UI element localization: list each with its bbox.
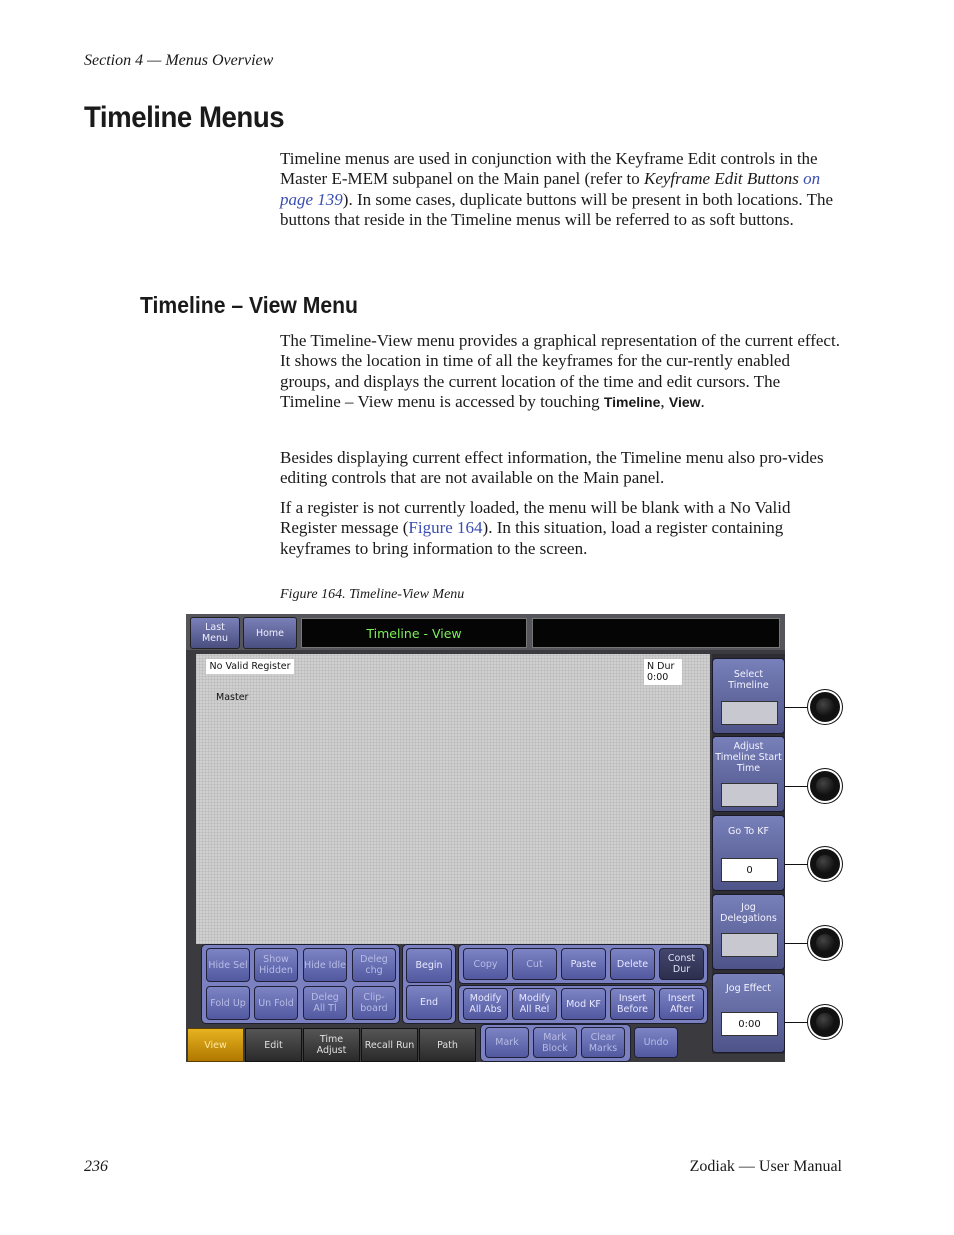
insert-before-button[interactable]: Insert Before (610, 988, 655, 1020)
page-title: Timeline Menus (84, 101, 285, 134)
ui-term-view: View (668, 393, 701, 410)
tab-view[interactable]: View (187, 1028, 244, 1062)
knob-5-icon[interactable] (810, 1007, 840, 1037)
modify-all-rel-button[interactable]: Modify All Rel (512, 988, 557, 1020)
tab-edit[interactable]: Edit (245, 1028, 302, 1062)
tab-recall-run[interactable]: Recall Run (361, 1028, 418, 1062)
hide-idle-button[interactable]: Hide Idle (303, 948, 347, 982)
intro-text-a: Timeline menus are used in conjunction with the Keyframe Edit controls in the Master E-MEM subpanel on the Main panel (refer to (280, 149, 818, 189)
intro-paragraph (280, 149, 842, 230)
page-number: 236 (84, 1158, 108, 1175)
knob-2-icon[interactable] (810, 771, 840, 801)
section-title: Timeline – View Menu (140, 292, 358, 318)
show-hidden-button[interactable]: Show Hidden (254, 948, 298, 982)
end-button[interactable]: End (406, 985, 452, 1020)
clip-board-button[interactable]: Clip-board (352, 986, 396, 1020)
copy-button[interactable]: Copy (463, 948, 508, 980)
cut-button[interactable]: Cut (512, 948, 557, 980)
running-header: Section 4 — Menus Overview (84, 52, 274, 69)
begin-button[interactable]: Begin (406, 948, 452, 983)
status-box (532, 618, 780, 648)
n-dur-box (644, 659, 682, 685)
home-button[interactable]: Home (243, 617, 297, 649)
const-dur-button[interactable]: Const Dur (659, 948, 704, 980)
intro-text-b: ). In some cases, duplicate buttons will be present in both locations. The buttons that reside in the Timeline menus will be referred to as soft buttons. (280, 189, 834, 229)
un-fold-button[interactable]: Un Fold (254, 986, 298, 1020)
jog-effect-panel[interactable] (712, 973, 785, 1053)
timeline-view-screen (186, 614, 785, 1062)
mark-block-button[interactable]: Mark Block (533, 1027, 577, 1058)
jog-effect-field: 0:00 (721, 1012, 778, 1036)
view-paragraph-3 (280, 498, 842, 559)
last-menu-button[interactable]: Last Menu (190, 617, 240, 649)
mark-button[interactable]: Mark (485, 1027, 529, 1058)
knob-4-icon[interactable] (810, 928, 840, 958)
undo-button[interactable]: Undo (634, 1027, 678, 1058)
deleg-all-tl-button[interactable]: Deleg All Tl (303, 986, 347, 1020)
n-dur-label: N Dur (647, 661, 675, 672)
menu-title: Timeline - View (301, 618, 527, 648)
view3-text-a: If a register is not currently loaded, the menu will be blank with a No Valid Register message ( (280, 498, 791, 538)
n-dur-value: 0:00 (647, 672, 669, 683)
no-valid-register-message: No Valid Register (206, 659, 294, 674)
intro-page-link[interactable]: on page 139 (280, 169, 821, 209)
adjust-timeline-field (721, 783, 778, 807)
view-paragraph-2: Besides displaying current effect information, the Timeline menu also pro-vides editing controls that are not available on the Main panel. (280, 448, 824, 488)
knob-1-leader (785, 707, 811, 708)
clear-marks-button[interactable]: Clear Marks (581, 1027, 625, 1058)
timeline-area[interactable] (196, 654, 710, 944)
go-to-kf-label: Go To KF (728, 826, 769, 837)
knob-5-leader (785, 1022, 811, 1023)
knob-1-icon[interactable] (810, 692, 840, 722)
tab-path[interactable]: Path (419, 1028, 476, 1062)
select-timeline-panel[interactable] (712, 658, 785, 734)
figure-caption: Figure 164. Timeline-View Menu (280, 587, 465, 602)
knob-3-icon[interactable] (810, 849, 840, 879)
view3-text-b: ). In this situation, load a register containing keyframes to bring information to the screen. (280, 518, 784, 558)
knob-2-leader (785, 786, 811, 787)
view-paragraph-1 (280, 331, 842, 412)
view-text-a: The Timeline-View menu provides a graphical representation of the current effect. It shows the location in time of all the keyframes for the cur-rently enabled groups, and displays the current location of the time and edit cursors. The Timeline – View menu is accessed by touching (280, 331, 840, 411)
paste-button[interactable]: Paste (561, 948, 606, 980)
knob-4-leader (785, 943, 811, 944)
knob-3-leader (785, 864, 811, 865)
period: . (700, 391, 705, 411)
ui-term-timeline: Timeline (603, 393, 661, 410)
jog-delegations-panel[interactable] (712, 894, 785, 970)
jog-effect-label: Jog Effect (725, 983, 771, 994)
deleg-chg-button[interactable]: Deleg chg (352, 948, 396, 982)
master-label: Master (216, 692, 249, 703)
adjust-timeline-label: Adjust Timeline Start Time (715, 741, 782, 774)
separator: , (660, 391, 669, 411)
select-timeline-label: Select Timeline (728, 669, 769, 691)
intro-reference: Keyframe Edit Buttons (643, 169, 799, 189)
tab-time-adjust[interactable]: Time Adjust (303, 1028, 360, 1062)
mod-kf-button[interactable]: Mod KF (561, 988, 606, 1020)
manual-title: Zodiak — User Manual (689, 1158, 842, 1175)
go-to-kf-field: 0 (721, 858, 778, 882)
jog-delegations-label: Jog Delegations (720, 902, 777, 924)
go-to-kf-panel[interactable] (712, 815, 785, 891)
select-timeline-field (721, 701, 778, 725)
jog-delegations-field (721, 933, 778, 957)
hide-sel-button[interactable]: Hide Sel (206, 948, 250, 982)
delete-button[interactable]: Delete (610, 948, 655, 980)
modify-all-abs-button[interactable]: Modify All Abs (463, 988, 508, 1020)
fold-up-button[interactable]: Fold Up (206, 986, 250, 1020)
figure-link[interactable]: Figure 164 (408, 518, 483, 538)
insert-after-button[interactable]: Insert After (659, 988, 704, 1020)
adjust-timeline-panel[interactable] (712, 736, 785, 812)
